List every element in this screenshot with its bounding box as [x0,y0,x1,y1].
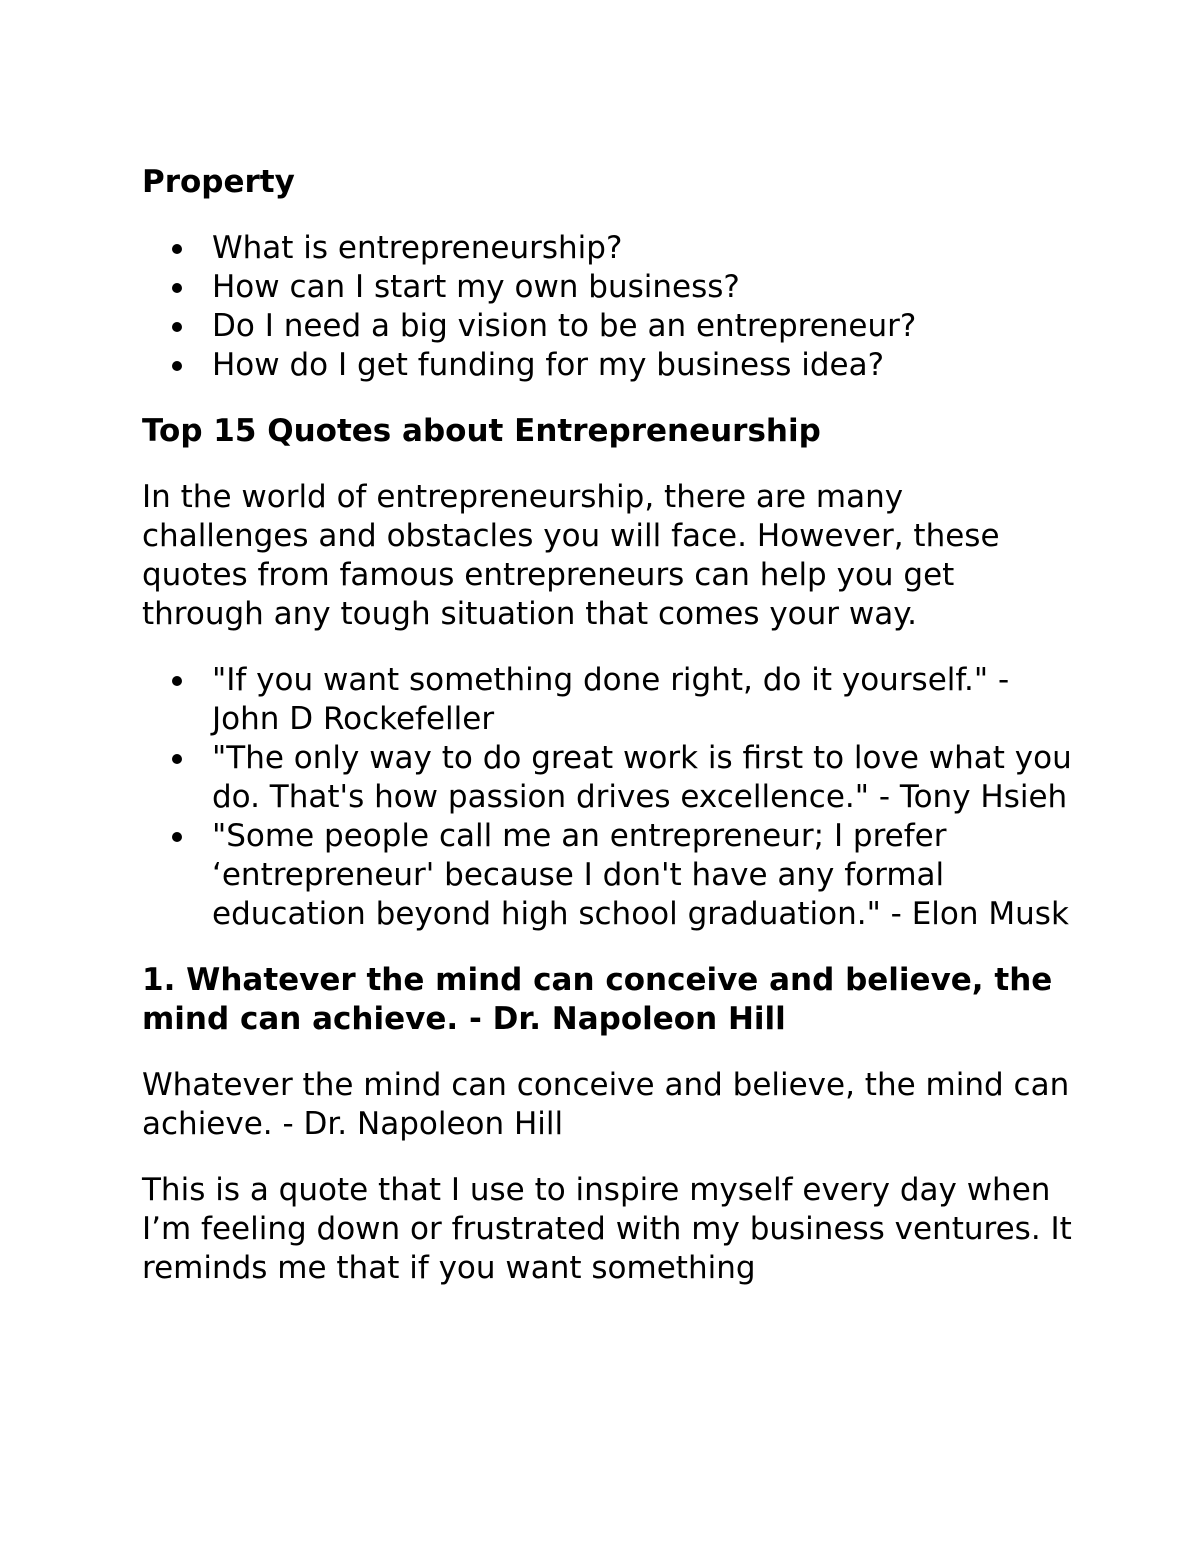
quote-1-paragraph: Whatever the mind can conceive and believe, the mind can achieve. - Dr. Napoleon Hill [142,1067,1070,1142]
bullet-icon [172,754,182,764]
property-question-list [142,229,1072,385]
quotes-heading: Top 15 Quotes about Entrepreneurship [142,413,821,449]
bullet-icon [172,322,182,332]
quotes-intro-paragraph: In the world of entrepreneurship, there are many challenges and obstacles you will face. However, these quotes from famous entrepreneurs can help you get through any tough situation that comes your way. [142,479,1000,632]
list-item: How can I start my own business? [212,268,1072,307]
list-item: Do I need a big vision to be an entrepreneur? [212,307,1072,346]
bullet-icon [172,676,182,686]
document-page [142,163,1072,1288]
list-item: How do I get funding for my business idea? [212,346,1072,385]
bullet-icon [172,283,182,293]
bullet-icon [172,244,182,254]
property-heading: Property [142,164,295,200]
bullet-icon [172,361,182,371]
list-item: What is entrepreneurship? [212,229,1072,268]
list-item: "Some people call me an entrepreneur; I prefer ‘entrepreneur' because I don't have any formal education beyond high school graduation." - Elon Musk [212,817,1072,934]
list-item: "The only way to do great work is first to love what you do. That's how passion drives excellence." - Tony Hsieh [212,739,1072,817]
quotes-list [142,661,1072,934]
quote-1-heading: 1. Whatever the mind can conceive and believe, the mind can achieve. - Dr. Napoleon Hill [142,962,1053,1037]
list-item: "If you want something done right, do it yourself." - John D Rockefeller [212,661,1072,739]
bullet-icon [172,832,182,842]
quote-1-commentary-paragraph: This is a quote that I use to inspire myself every day when I’m feeling down or frustrated with my business ventures. It reminds me that if you want something [142,1172,1072,1286]
